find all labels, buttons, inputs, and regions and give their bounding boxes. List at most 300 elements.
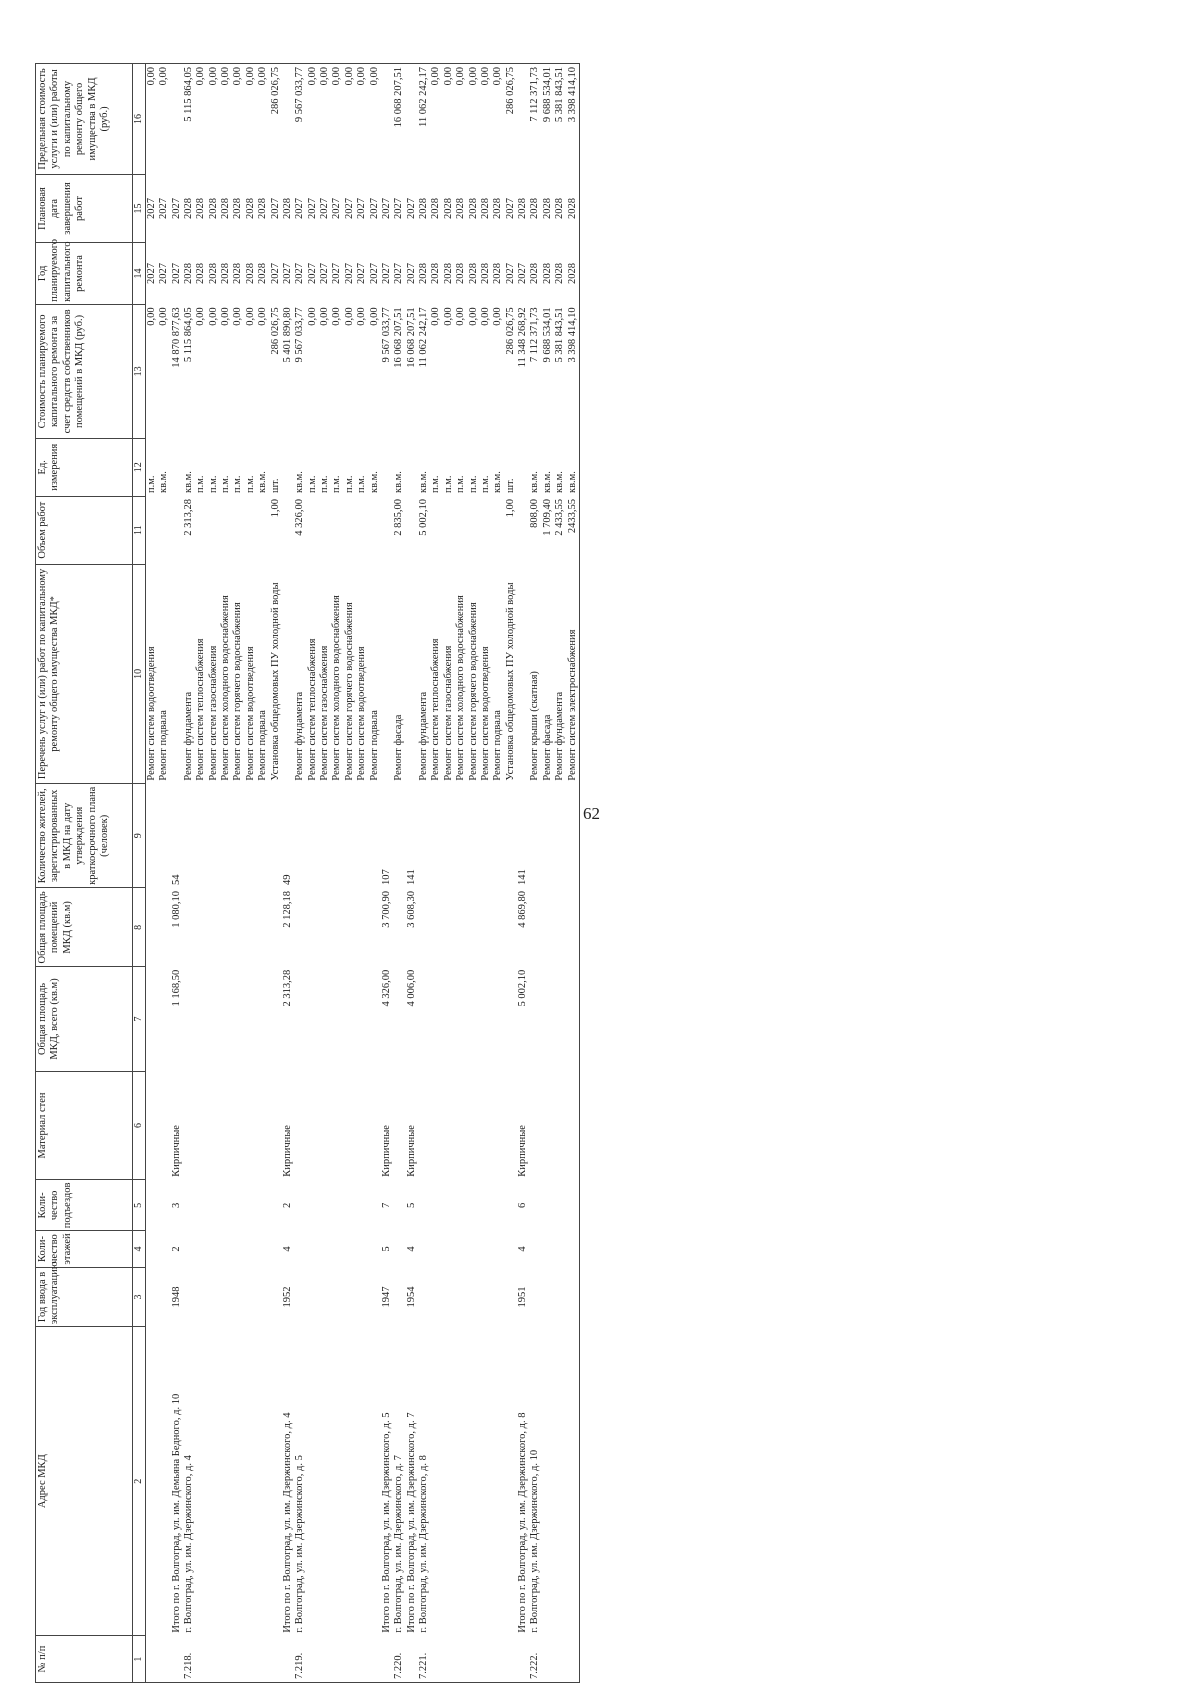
residents-cell (468, 784, 480, 888)
residents-cell (319, 784, 331, 888)
completion-date-cell: 2028 (492, 197, 504, 219)
address-cell (245, 1327, 257, 1636)
unit-cell: шт. (504, 478, 516, 494)
column-number: 8 (133, 888, 146, 967)
table-row (232, 64, 244, 1683)
residents-cell (554, 784, 566, 888)
residents-cell (393, 784, 405, 888)
unit-cell: п.м. (220, 475, 232, 494)
header-row (36, 64, 133, 1683)
completion-date-cell: 2027 (269, 197, 281, 219)
max-cost-cell: 9 688 534,01 (542, 64, 554, 175)
year-built-cell (257, 1267, 269, 1327)
residents-cell (257, 784, 269, 888)
entrances-cell (542, 1180, 554, 1231)
max-cost-cell: 5 115 864,05 (183, 64, 195, 175)
premises-area-cell: 1 080,10 (170, 890, 182, 928)
entrances-cell (307, 1180, 319, 1231)
address-cell: Итого по г. Волгоград, ул. им. Демьяна Бедного, д. 10 (170, 1393, 182, 1633)
year-built-cell (468, 1267, 480, 1327)
table-row (455, 64, 467, 1683)
premises-area-cell (270, 888, 282, 967)
row-number-cell (480, 1636, 492, 1683)
address-cell (554, 1327, 566, 1636)
work-item-cell: Ремонт систем холодного водоснабжения (220, 595, 232, 781)
floors-cell (145, 1231, 158, 1267)
work-volume-cell (369, 496, 381, 564)
year-built-cell (183, 1267, 195, 1327)
entrances-cell (430, 1180, 442, 1231)
planned-year-cell: 2027 (158, 262, 170, 284)
capital-repair-table (35, 63, 580, 1683)
residents-cell (270, 784, 282, 888)
unit-cell (517, 439, 529, 497)
completion-date-cell: 2028 (418, 197, 430, 219)
completion-date-cell: 2028 (207, 197, 219, 219)
unit-cell: кв.м. (418, 471, 430, 494)
column-number: 11 (133, 496, 146, 564)
completion-date-cell: 2028 (442, 197, 454, 219)
owners-cost-cell: 3 398 414,10 (567, 304, 580, 438)
total-area-cell (208, 967, 220, 1071)
row-number-cell (554, 1636, 566, 1683)
residents-cell (567, 784, 580, 888)
planned-year-cell: 2028 (207, 262, 219, 284)
premises-area-cell (443, 888, 455, 967)
row-number-cell (542, 1636, 554, 1683)
floors-cell (232, 1231, 244, 1267)
header-cell: Коли-чество подъездов (36, 1180, 133, 1231)
planned-year-cell: 2028 (455, 262, 467, 284)
table-row (344, 64, 356, 1683)
work-item-cell: Установка общедомовых ПУ холодной воды (269, 582, 281, 781)
total-area-cell (158, 967, 170, 1071)
work-item-cell (517, 564, 529, 783)
owners-cost-cell: 0,00 (492, 307, 504, 326)
residents-cell (294, 784, 306, 888)
total-area-cell (542, 967, 554, 1071)
premises-area-cell (208, 888, 220, 967)
address-cell: Итого по г. Волгоград, ул. им. Дзержинского, д. 4 (281, 1412, 293, 1633)
address-cell: Итого по г. Волгоград, ул. им. Дзержинского, д. 8 (517, 1412, 529, 1633)
year-built-cell (195, 1267, 207, 1327)
header-cell: Количество жителей, зарегистрированных в МКД на дату утверждения краткосрочного плана (человек) (36, 784, 133, 888)
total-area-cell (245, 967, 257, 1071)
work-item-cell: Ремонт фундамента (418, 691, 430, 781)
premises-area-cell (468, 888, 480, 967)
work-item-cell (381, 564, 393, 783)
floors-cell (270, 1231, 282, 1267)
row-number-cell (307, 1636, 319, 1683)
row-number-cell (195, 1636, 207, 1683)
unit-cell: п.м. (343, 475, 355, 494)
residents-cell: 49 (281, 874, 293, 885)
floors-cell (257, 1231, 269, 1267)
work-volume-cell (480, 496, 492, 564)
row-number-cell (232, 1636, 244, 1683)
header-cell: Год планируемого капитального ремонта (36, 243, 133, 305)
premises-area-cell (145, 888, 158, 967)
floors-cell (344, 1231, 356, 1267)
planned-year-cell: 2028 (529, 262, 541, 284)
max-cost-cell: 11 062 242,17 (418, 64, 430, 175)
residents-cell (220, 784, 232, 888)
table-row (331, 64, 343, 1683)
max-cost-cell (282, 64, 294, 175)
wall-material-cell: Кирпичные (517, 1125, 529, 1177)
header-cell: Плановая дата завершения работ (36, 174, 133, 242)
owners-cost-cell: 0,00 (455, 307, 467, 326)
row-number-cell: 7.222. (529, 1636, 541, 1683)
max-cost-cell: 0,00 (307, 64, 319, 175)
entrances-cell: 5 (405, 1202, 417, 1208)
table-row (257, 64, 269, 1683)
wall-material-cell (393, 1071, 405, 1180)
entrances-cell (356, 1180, 368, 1231)
work-volume-cell: 2433,55 (567, 496, 580, 564)
work-volume-cell (158, 496, 170, 564)
floors-cell (307, 1231, 319, 1267)
table-row (492, 64, 504, 1683)
residents-cell (232, 784, 244, 888)
unit-cell: п.м. (467, 475, 479, 494)
residents-cell: 141 (405, 869, 417, 885)
premises-area-cell (344, 888, 356, 967)
completion-date-cell: 2028 (567, 174, 580, 242)
total-area-cell (418, 967, 430, 1071)
row-number-cell (171, 1636, 183, 1683)
premises-area-cell (369, 888, 381, 967)
premises-area-cell (220, 888, 232, 967)
owners-cost-cell: 9 688 534,01 (541, 307, 553, 363)
row-number-cell (567, 1636, 580, 1683)
entrances-cell: 2 (281, 1202, 293, 1208)
wall-material-cell (505, 1071, 517, 1180)
floors-cell (195, 1231, 207, 1267)
entrances-cell (505, 1180, 517, 1231)
unit-cell: кв.м. (492, 471, 504, 494)
wall-material-cell (443, 1071, 455, 1180)
row-number-cell (492, 1636, 504, 1683)
max-cost-cell (171, 64, 183, 175)
work-volume-cell (282, 496, 294, 564)
work-volume-cell: 2 313,28 (182, 499, 194, 536)
entrances-cell (529, 1180, 541, 1231)
floors-cell (208, 1231, 220, 1267)
address-cell: Итого по г. Волгоград, ул. им. Дзержинского, д. 5 (380, 1412, 392, 1633)
address-cell (356, 1327, 368, 1636)
unit-cell: кв.м. (554, 471, 566, 494)
address-cell (455, 1327, 467, 1636)
work-item-cell: Ремонт систем теплоснабжения (306, 638, 318, 781)
owners-cost-cell: 5 115 864,05 (182, 307, 194, 363)
work-item-cell: Ремонт подвала (492, 710, 504, 781)
owners-cost-cell: 0,00 (479, 307, 491, 326)
premises-area-cell: 3 700,90 (380, 890, 392, 928)
work-volume-cell: 1 709,40 (541, 499, 553, 536)
residents-cell (208, 784, 220, 888)
premises-area-cell (430, 888, 442, 967)
year-built-cell (418, 1267, 430, 1327)
owners-cost-cell: 9 567 033,77 (294, 307, 306, 363)
max-cost-cell: 0,00 (369, 64, 381, 175)
unit-cell: кв.м. (368, 471, 380, 494)
residents-cell (430, 784, 442, 888)
planned-year-cell: 2028 (195, 262, 207, 284)
year-built-cell (331, 1267, 343, 1327)
unit-cell: кв.м. (393, 471, 405, 494)
floors-cell (418, 1231, 430, 1267)
premises-area-cell (529, 888, 541, 967)
floors-cell (529, 1231, 541, 1267)
planned-year-cell: 2027 (269, 262, 281, 284)
work-item-cell: Ремонт фундамента (182, 691, 194, 781)
work-volume-cell (406, 496, 418, 564)
work-item-cell: Ремонт крыши (скатная) (529, 671, 541, 781)
owners-cost-cell: 5 401 890,80 (281, 307, 293, 363)
max-cost-cell: 0,00 (331, 64, 343, 175)
row-number-cell (270, 1636, 282, 1683)
header-cell: № п/п (36, 1636, 133, 1683)
year-built-cell (208, 1267, 220, 1327)
work-item-cell (282, 564, 294, 783)
completion-date-cell: 2028 (479, 197, 491, 219)
table-row (517, 64, 529, 1683)
completion-date-cell: 2028 (554, 197, 566, 219)
row-number-cell (455, 1636, 467, 1683)
year-built-cell (232, 1267, 244, 1327)
unit-cell: кв.м. (257, 471, 269, 494)
residents-cell (158, 784, 170, 888)
total-area-cell (319, 967, 331, 1071)
completion-date-cell: 2027 (405, 197, 417, 219)
year-built-cell (245, 1267, 257, 1327)
owners-cost-cell: 5 381 843,51 (554, 307, 566, 363)
header-cell: Ед. измерения (36, 439, 133, 497)
work-item-cell: Ремонт фундамента (294, 691, 306, 781)
owners-cost-cell: 14 870 877,63 (170, 307, 182, 368)
work-volume-cell: 808,00 (529, 499, 541, 528)
owners-cost-cell: 0,00 (368, 307, 380, 326)
premises-area-cell (245, 888, 257, 967)
work-volume-cell (331, 496, 343, 564)
work-item-cell: Ремонт систем электроснабжения (567, 564, 580, 783)
entrances-cell (208, 1180, 220, 1231)
row-number-cell (369, 1636, 381, 1683)
owners-cost-cell: 0,00 (467, 307, 479, 326)
unit-cell (282, 439, 294, 497)
year-built-cell (145, 1267, 158, 1327)
work-item-cell: Ремонт фасада (393, 714, 405, 781)
table-row (505, 64, 517, 1683)
unit-cell: п.м. (195, 475, 207, 494)
entrances-cell (195, 1180, 207, 1231)
entrances-cell (232, 1180, 244, 1231)
table-row (294, 64, 306, 1683)
owners-cost-cell: 16 068 207,51 (405, 307, 417, 368)
max-cost-cell: 0,00 (344, 64, 356, 175)
max-cost-cell: 0,00 (257, 64, 269, 175)
residents-cell: 107 (380, 869, 392, 885)
unit-cell: п.м. (306, 475, 318, 494)
residents-cell (245, 784, 257, 888)
total-area-cell (480, 967, 492, 1071)
wall-material-cell (529, 1071, 541, 1180)
year-built-cell (430, 1267, 442, 1327)
planned-year-cell: 2028 (430, 262, 442, 284)
unit-cell: п.м. (232, 475, 244, 494)
owners-cost-cell: 9 567 033,77 (380, 307, 392, 363)
max-cost-cell: 0,00 (455, 64, 467, 175)
wall-material-cell (158, 1071, 170, 1180)
year-built-cell (554, 1267, 566, 1327)
total-area-cell (468, 967, 480, 1071)
column-number-row (133, 64, 146, 1683)
planned-year-cell: 2028 (418, 262, 430, 284)
year-built-cell: 1952 (281, 1286, 293, 1308)
owners-cost-cell: 16 068 207,51 (393, 307, 405, 368)
total-area-cell (183, 967, 195, 1071)
max-cost-cell (381, 64, 393, 175)
table-row (245, 64, 257, 1683)
address-cell (208, 1327, 220, 1636)
completion-date-cell: 2027 (368, 197, 380, 219)
completion-date-cell: 2028 (430, 197, 442, 219)
entrances-cell (158, 1180, 170, 1231)
max-cost-cell: 16 068 207,51 (393, 64, 405, 175)
max-cost-cell: 0,00 (492, 64, 504, 175)
header-cell: Предельная стоимость услуги и (или) работы по капитальному ремонту общего имущества в МКД (руб.) (36, 64, 133, 175)
owners-cost-cell: 0,00 (244, 307, 256, 326)
row-number-cell (319, 1636, 331, 1683)
work-volume-cell (344, 496, 356, 564)
premises-area-cell (307, 888, 319, 967)
total-area-cell: 4 326,00 (380, 969, 392, 1007)
address-cell (505, 1327, 517, 1636)
year-built-cell (158, 1267, 170, 1327)
max-cost-cell: 0,00 (195, 64, 207, 175)
wall-material-cell (145, 1071, 158, 1180)
residents-cell (369, 784, 381, 888)
total-area-cell: 2 313,28 (281, 969, 293, 1007)
unit-cell: шт. (269, 478, 281, 494)
total-area-cell: 1 168,50 (170, 969, 182, 1007)
address-cell (158, 1327, 170, 1636)
owners-cost-cell: 0,00 (356, 307, 368, 326)
planned-year-cell: 2027 (281, 262, 293, 284)
completion-date-cell: 2027 (294, 197, 306, 219)
completion-date-cell: 2028 (529, 197, 541, 219)
planned-year-cell: 2028 (232, 262, 244, 284)
wall-material-cell (257, 1071, 269, 1180)
unit-cell: кв.м. (182, 471, 194, 494)
owners-cost-cell: 0,00 (207, 307, 219, 326)
column-number: 12 (133, 439, 146, 497)
work-item-cell: Ремонт систем газоснабжения (207, 645, 219, 781)
completion-date-cell: 2027 (145, 197, 157, 219)
row-number-cell: 7.220. (393, 1636, 405, 1683)
work-volume-cell (517, 496, 529, 564)
row-number-cell (517, 1636, 529, 1683)
total-area-cell (567, 967, 580, 1071)
floors-cell: 2 (170, 1246, 182, 1252)
premises-area-cell (356, 888, 368, 967)
floors-cell: 4 (281, 1246, 293, 1252)
premises-area-cell (554, 888, 566, 967)
total-area-cell (393, 967, 405, 1071)
floors-cell (319, 1231, 331, 1267)
entrances-cell: 6 (517, 1202, 529, 1208)
completion-date-cell: 2027 (393, 197, 405, 219)
table-row (356, 64, 368, 1683)
wall-material-cell (554, 1071, 566, 1180)
owners-cost-cell: 0,00 (145, 307, 157, 326)
max-cost-cell: 0,00 (158, 64, 170, 175)
planned-year-cell: 2028 (479, 262, 491, 284)
floors-cell: 4 (517, 1246, 529, 1252)
premises-area-cell (183, 888, 195, 967)
column-number: 6 (133, 1071, 146, 1180)
floors-cell (369, 1231, 381, 1267)
total-area-cell (443, 967, 455, 1071)
floors-cell (430, 1231, 442, 1267)
entrances-cell (468, 1180, 480, 1231)
total-area-cell (220, 967, 232, 1071)
planned-year-cell: 2028 (182, 262, 194, 284)
work-volume-cell (381, 496, 393, 564)
residents-cell (529, 784, 541, 888)
work-item-cell: Ремонт подвала (158, 710, 170, 781)
address-cell (220, 1327, 232, 1636)
work-volume-cell (145, 496, 158, 564)
table-body (145, 64, 579, 1683)
wall-material-cell (369, 1071, 381, 1180)
entrances-cell (567, 1180, 580, 1231)
column-number: 15 (133, 174, 146, 242)
entrances-cell (369, 1180, 381, 1231)
completion-date-cell: 2027 (331, 197, 343, 219)
wall-material-cell (208, 1071, 220, 1180)
residents-cell (492, 784, 504, 888)
total-area-cell (529, 967, 541, 1071)
planned-year-cell: 2027 (343, 262, 355, 284)
max-cost-cell: 0,00 (443, 64, 455, 175)
address-cell: г. Волгоград, ул. им. Дзержинского, д. 8 (418, 1455, 430, 1633)
planned-year-cell: 2027 (145, 262, 157, 284)
unit-cell: п.м. (430, 475, 442, 494)
year-built-cell (369, 1267, 381, 1327)
owners-cost-cell: 286 026,75 (504, 307, 516, 355)
work-volume-cell (307, 496, 319, 564)
header-cell: Стоимость планируемого капитального ремонта за счет средств собственников помещений в МКД (руб.) (36, 304, 133, 438)
premises-area-cell (492, 888, 504, 967)
work-volume-cell (220, 496, 232, 564)
work-item-cell: Ремонт систем холодного водоснабжения (331, 595, 343, 781)
column-number: 4 (133, 1231, 146, 1267)
planned-year-cell: 2027 (356, 262, 368, 284)
work-item-cell: Ремонт систем водоотведения (356, 646, 368, 781)
work-volume-cell (245, 496, 257, 564)
planned-year-cell: 2028 (442, 262, 454, 284)
residents-cell (418, 784, 430, 888)
max-cost-cell: 286 026,75 (270, 64, 282, 175)
unit-cell: п.м. (145, 475, 157, 494)
table-row (158, 64, 170, 1683)
address-cell (145, 1327, 158, 1636)
address-cell (270, 1327, 282, 1636)
premises-area-cell (319, 888, 331, 967)
table-row (171, 64, 183, 1683)
